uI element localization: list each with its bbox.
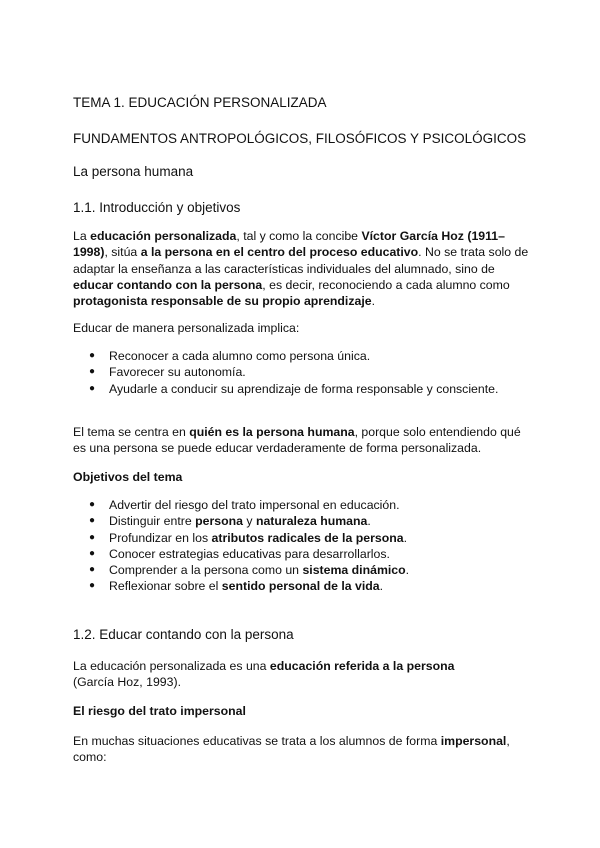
list-item: ● Conocer estrategias educativas para desarrollarlos. [89, 546, 390, 561]
list-item: ● Profundizar en los atributos radicales de la persona. [89, 530, 407, 545]
risk-heading: El riesgo del trato impersonal [73, 704, 246, 718]
list-item: ● Reflexionar sobre el sentido personal de la vida. [89, 579, 384, 594]
heading-1-2: 1.2. Educar contando con la persona [73, 627, 294, 642]
heading-1-1: 1.1. Introducción y objetivos [73, 200, 241, 215]
bullet-icon: ● [89, 531, 96, 543]
list-item: ● Advertir del riesgo del trato impersonal en educación. [89, 498, 400, 512]
reference-paragraph: La educación personalizada es una educación referida a la persona (García Hoz, 1993). [73, 659, 455, 690]
list-item: ● Distinguir entre persona y naturaleza humana. [89, 514, 371, 529]
doc-subtitle: FUNDAMENTOS ANTROPOLÓGICOS, FILOSÓFICOS Y PSICOLÓGICOS [73, 131, 527, 146]
intro-paragraph: La educación personalizada, tal y como la concibe Víctor García Hoz (1911–1998), sitúa a la persona en el centro del proceso educativo. No se trata solo de adaptar la enseñanza a las características individuales del alumnado, sino de educar contando con la persona, es decir, reconociendo a cada alumno como protagonista responsable de su propio aprendizaje. [73, 229, 529, 309]
impersonal-paragraph: En muchas situaciones educativas se trata a los alumnos de forma impersonal, como: [73, 734, 510, 765]
bullet-icon: ● [89, 382, 96, 394]
list-item: ● Favorecer su autonomía. [89, 365, 246, 380]
objectives-heading: Objetivos del tema [73, 470, 183, 484]
list-item: ● Comprender a la persona como un sistema dinámico. [89, 563, 410, 578]
list-item: ● Reconocer a cada alumno como persona única. [89, 349, 371, 363]
bullet-icon: ● [89, 564, 96, 576]
implications-list [73, 348, 533, 397]
implies-paragraph: Educar de manera personalizada implica: [73, 321, 300, 335]
doc-title: TEMA 1. EDUCACIÓN PERSONALIZADA [73, 95, 327, 110]
bullet-icon: ● [89, 547, 96, 559]
bullet-icon: ● [89, 499, 96, 510]
bullet-icon: ● [89, 515, 96, 527]
bullet-icon: ● [89, 350, 96, 361]
focus-paragraph: El tema se centra en quién es la persona humana, porque solo entendiendo qué es una persona se puede educar verdaderamente de forma personalizada. [73, 425, 521, 456]
section-heading: La persona humana [73, 164, 194, 179]
objectives-list [73, 497, 533, 595]
bullet-icon: ● [89, 366, 96, 378]
list-item: ● Ayudarle a conducir su aprendizaje de forma responsable y consciente. [89, 381, 499, 396]
bullet-icon: ● [89, 580, 96, 592]
